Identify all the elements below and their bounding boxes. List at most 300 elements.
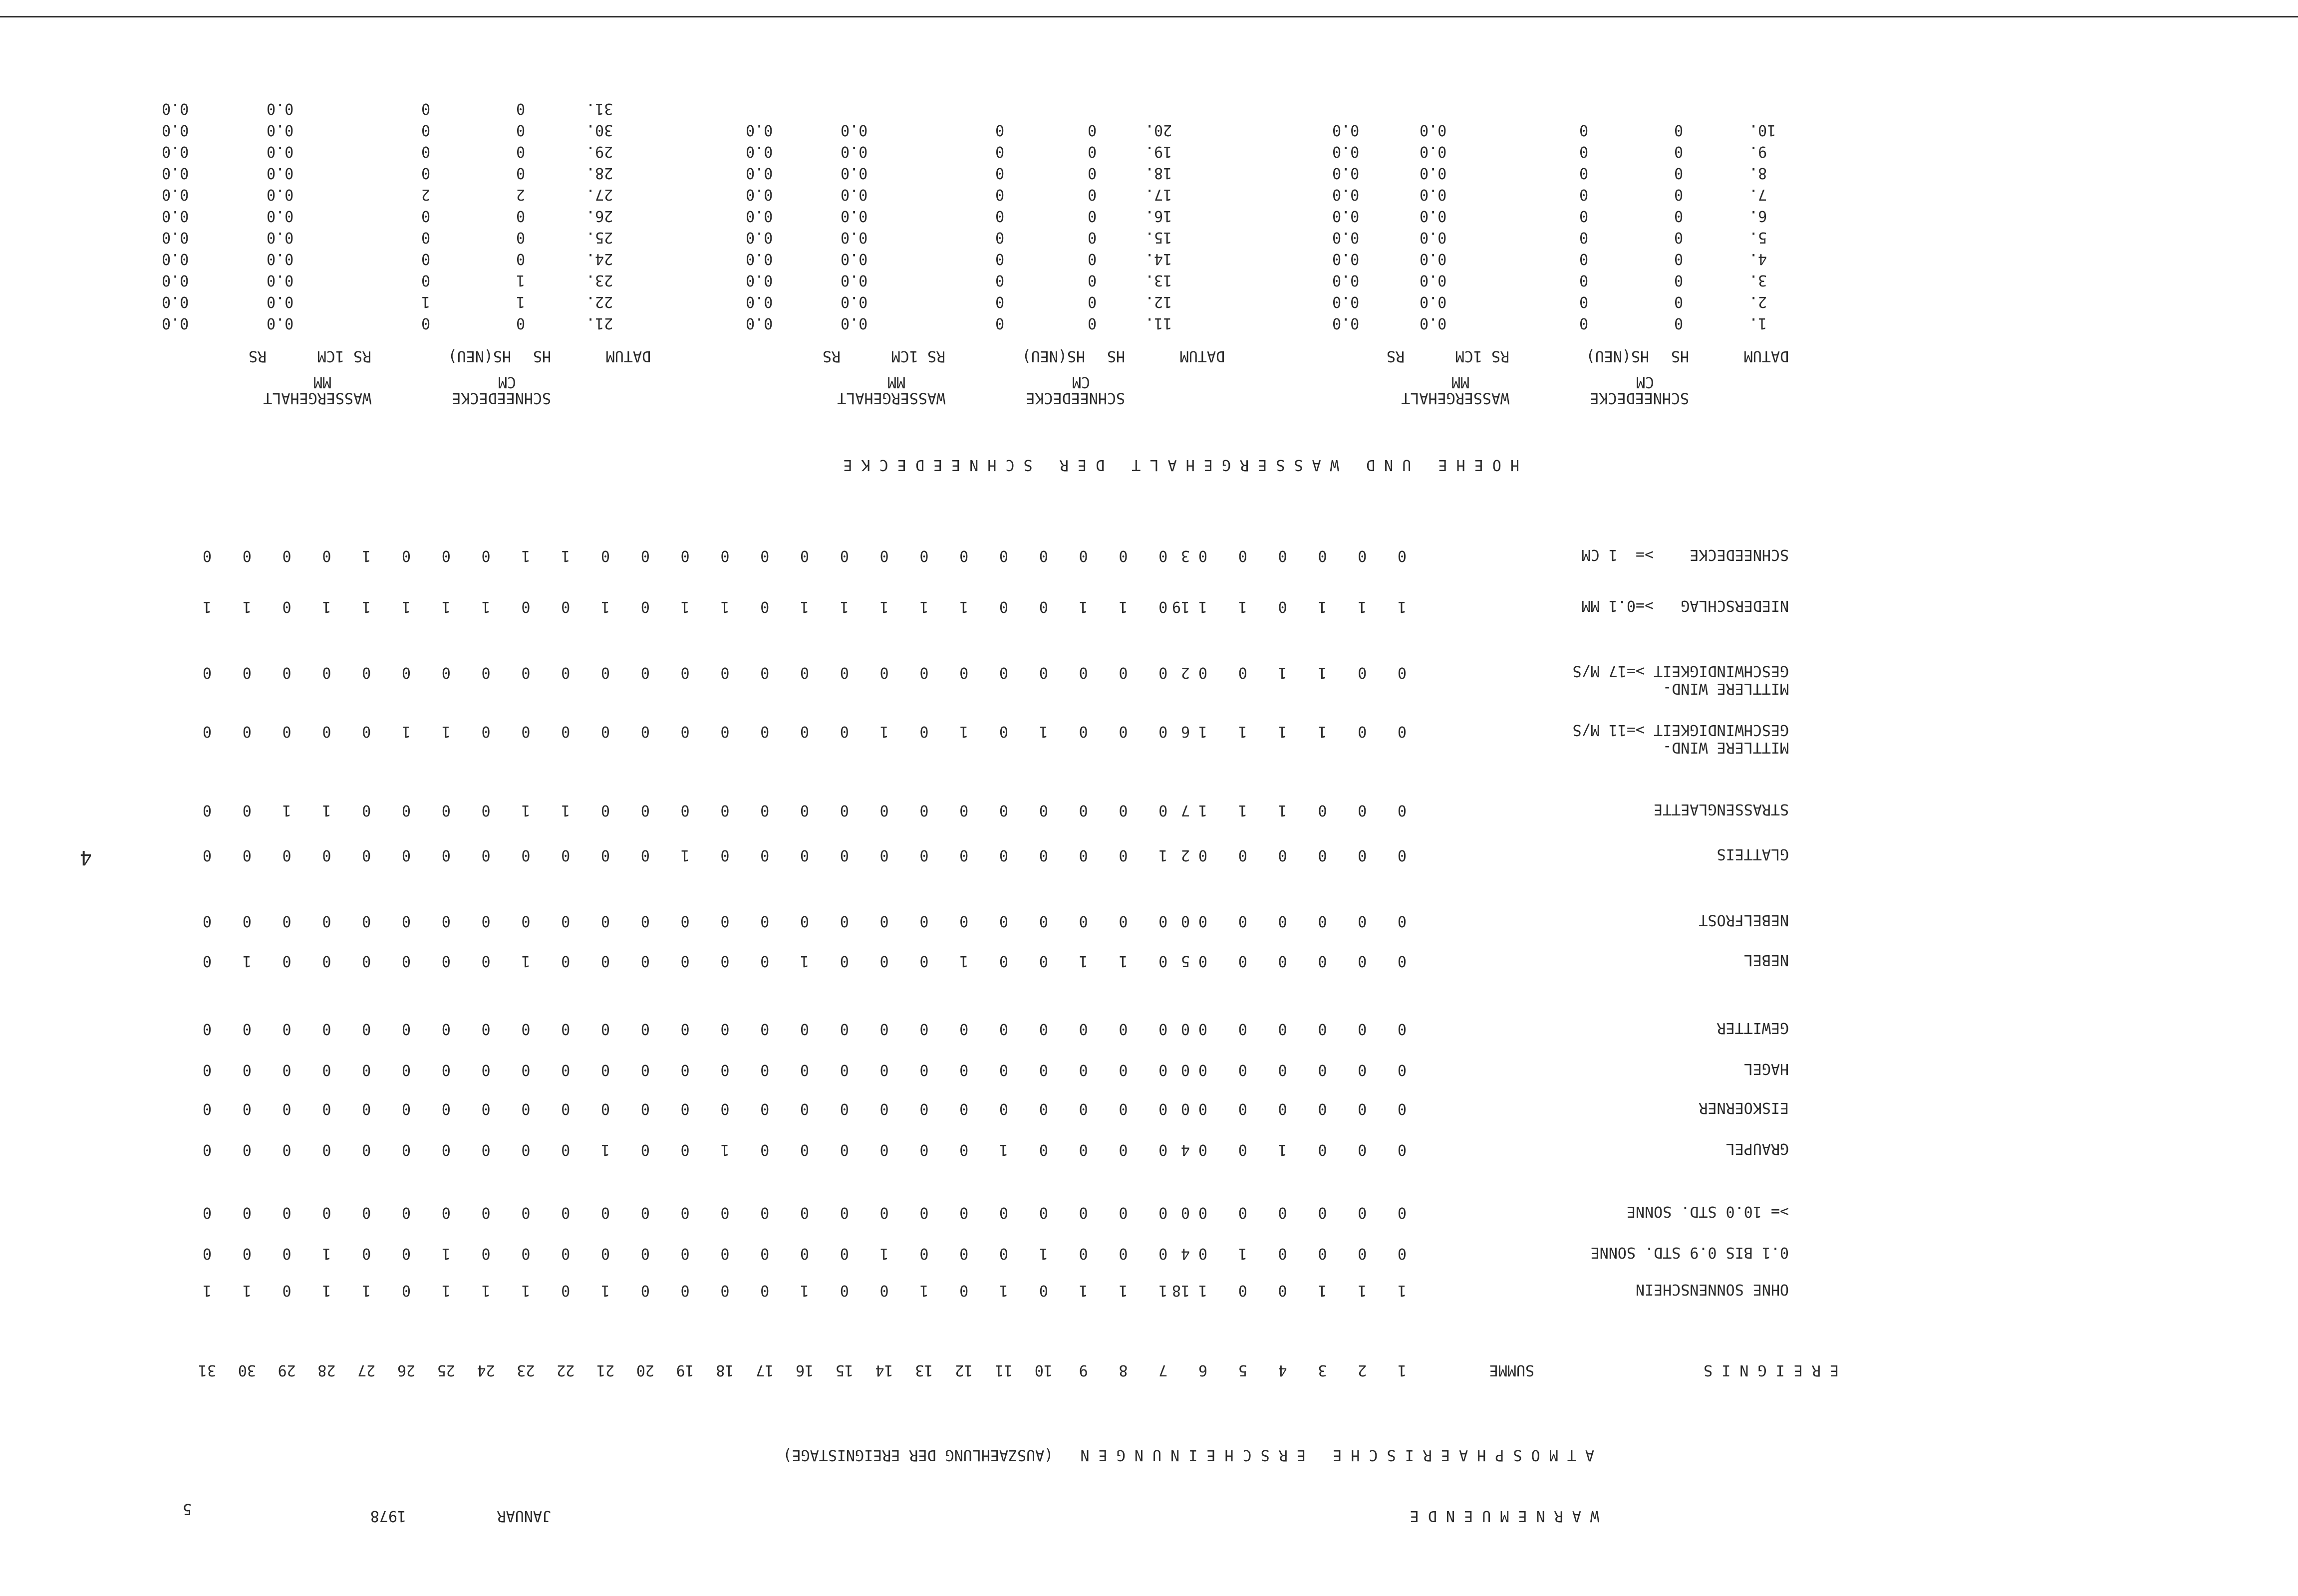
event-day-value: 0 <box>282 723 291 740</box>
event-day-value: 0 <box>640 1020 650 1038</box>
snow-table-cell: 0 <box>516 100 526 117</box>
event-day-value: 1 <box>481 598 491 615</box>
event-day-value: 0 <box>401 1204 411 1221</box>
snow-table-cell: 0.0 <box>267 314 294 332</box>
snow-table-cell: 0.0 <box>267 293 294 310</box>
snow-table-cell: 22. <box>586 293 613 310</box>
event-day-value: 0 <box>521 1245 531 1262</box>
event-day-value: 1 <box>879 598 889 615</box>
event-day-value: 1 <box>401 723 411 740</box>
event-day-value: 0 <box>680 1061 690 1078</box>
event-day-value: 0 <box>919 1204 929 1221</box>
snow-table-cell: 0 <box>1579 314 1589 332</box>
event-day-value: 1 <box>959 598 969 615</box>
event-day-value: 0 <box>481 664 491 681</box>
event-day-value: 0 <box>640 1100 650 1117</box>
day-number: 3 <box>1318 1361 1327 1379</box>
event-day-value: 0 <box>1318 846 1327 864</box>
event-day-value: 1 <box>1119 952 1128 970</box>
event-day-value: 0 <box>401 1100 411 1117</box>
snow-table-cell: 0.0 <box>841 271 868 289</box>
event-day-value: 0 <box>441 1141 451 1158</box>
day-number: 23 <box>517 1361 535 1379</box>
event-day-value: 0 <box>1158 912 1168 930</box>
event-day-value: 1 <box>1198 598 1208 615</box>
water-content-header: WASSERGEHALT <box>263 389 371 407</box>
event-day-value: 0 <box>362 664 371 681</box>
event-day-value: 1 <box>1198 801 1208 819</box>
event-day-value: 0 <box>640 952 650 970</box>
event-day-value: 0 <box>760 723 770 740</box>
event-day-value: 0 <box>1318 1204 1327 1221</box>
event-day-value: 1 <box>1238 723 1247 740</box>
snow-table-cell: 0.0 <box>746 207 773 225</box>
event-day-value: 0 <box>919 801 929 819</box>
day-number: 8 <box>1119 1361 1128 1379</box>
day-number: 13 <box>915 1361 933 1379</box>
snow-table-cell: 0 <box>1579 121 1589 139</box>
snow-table-cell: 0 <box>995 229 1005 246</box>
event-day-value: 0 <box>760 912 770 930</box>
event-day-value: 0 <box>561 1245 571 1262</box>
event-day-value: 0 <box>680 912 690 930</box>
event-day-value: 0 <box>600 1245 610 1262</box>
hs-column-header: HS <box>533 347 551 365</box>
event-day-value: 1 <box>322 1282 331 1299</box>
event-row-label: STRASSENGLAETTE <box>1654 800 1789 818</box>
snow-table-cell: 0.0 <box>1420 271 1447 289</box>
snow-table-cell: 18. <box>1145 164 1172 182</box>
event-day-value: 0 <box>720 1100 730 1117</box>
snow-table-cell: 0 <box>1674 186 1684 203</box>
event-day-value: 0 <box>1198 1061 1208 1078</box>
event-day-value: 0 <box>1238 1282 1247 1299</box>
event-day-value: 1 <box>441 598 451 615</box>
event-day-value: 1 <box>1238 801 1247 819</box>
event-row-total: 0 <box>1180 1020 1190 1038</box>
event-day-value: 0 <box>840 664 849 681</box>
day-number: 30 <box>238 1361 256 1379</box>
events-header-label: E R E I G N I S <box>1704 1361 1839 1379</box>
snow-table-cell: 0 <box>1088 186 1097 203</box>
snow-table-cell: 0 <box>995 121 1005 139</box>
event-day-value: 0 <box>879 1020 889 1038</box>
snow-table-cell: 12. <box>1145 293 1172 310</box>
snow-table-cell: 0.0 <box>746 293 773 310</box>
event-day-value: 0 <box>760 664 770 681</box>
event-day-value: 0 <box>1358 1100 1367 1117</box>
event-day-value: 0 <box>800 912 810 930</box>
snow-table-cell: 0.0 <box>746 186 773 203</box>
event-day-value: 1 <box>1358 598 1367 615</box>
event-day-value: 0 <box>481 1141 491 1158</box>
day-number: 14 <box>875 1361 893 1379</box>
event-day-value: 0 <box>521 1061 531 1078</box>
snow-table-cell: 7. <box>1749 186 1767 203</box>
event-day-value: 0 <box>1278 1100 1287 1117</box>
event-day-value: 0 <box>1119 846 1128 864</box>
snow-table-cell: 0.0 <box>267 186 294 203</box>
event-day-value: 0 <box>840 723 849 740</box>
event-day-value: 0 <box>1198 1204 1208 1221</box>
event-day-value: 0 <box>242 1061 252 1078</box>
snow-table-cell: 0 <box>1674 164 1684 182</box>
event-day-value: 0 <box>1039 1282 1048 1299</box>
rs-column-header: RS <box>822 347 841 365</box>
event-day-value: 0 <box>1238 1204 1247 1221</box>
event-day-value: 0 <box>1318 1245 1327 1262</box>
event-day-value: 0 <box>1039 1204 1048 1221</box>
event-day-value: 0 <box>282 1061 291 1078</box>
event-day-value: 0 <box>1079 1141 1088 1158</box>
snow-table-cell: 9. <box>1749 143 1767 160</box>
event-day-value: 0 <box>1119 912 1128 930</box>
event-day-value: 0 <box>1039 1020 1048 1038</box>
event-day-value: 0 <box>362 723 371 740</box>
event-day-value: 0 <box>401 912 411 930</box>
snow-table-cell: 0.0 <box>267 121 294 139</box>
snow-table-cell: 0 <box>995 143 1005 160</box>
event-day-value: 0 <box>720 801 730 819</box>
snow-table-cell: 0.0 <box>267 164 294 182</box>
event-day-value: 0 <box>840 1204 849 1221</box>
event-day-value: 0 <box>561 1282 571 1299</box>
event-day-value: 0 <box>362 1245 371 1262</box>
event-day-value: 0 <box>1278 1282 1287 1299</box>
event-day-value: 0 <box>481 846 491 864</box>
event-day-value: 0 <box>1039 952 1048 970</box>
snow-table-cell: 0 <box>516 207 526 225</box>
event-day-value: 0 <box>1318 912 1327 930</box>
event-day-value: 1 <box>600 1141 610 1158</box>
snow-table-cell: 0 <box>1088 314 1097 332</box>
event-day-value: 0 <box>640 723 650 740</box>
event-day-value: 0 <box>760 1020 770 1038</box>
event-day-value: 0 <box>879 846 889 864</box>
event-day-value: 0 <box>999 1061 1009 1078</box>
event-day-value: 0 <box>640 598 650 615</box>
rs-column-header: RS <box>1386 347 1405 365</box>
snow-table-cell: 0.0 <box>267 229 294 246</box>
event-day-value: 1 <box>1158 1282 1168 1299</box>
event-row-total: 0 <box>1180 1100 1190 1117</box>
event-day-value: 0 <box>401 1020 411 1038</box>
event-day-value: 1 <box>242 952 252 970</box>
event-row-total: 0 <box>1180 1204 1190 1221</box>
event-day-value: 0 <box>879 1100 889 1117</box>
event-day-value: 0 <box>1198 1020 1208 1038</box>
event-day-value: 0 <box>1198 1100 1208 1117</box>
event-day-value: 0 <box>1358 664 1367 681</box>
event-day-value: 0 <box>919 912 929 930</box>
snow-table-cell: 0.0 <box>1332 250 1360 267</box>
snow-table-cell: 0 <box>995 250 1005 267</box>
snow-table-cell: 0.0 <box>841 164 868 182</box>
event-day-value: 0 <box>1238 912 1247 930</box>
event-day-value: 0 <box>561 846 571 864</box>
event-day-value: 0 <box>919 1245 929 1262</box>
snow-table-cell: 0 <box>421 121 431 139</box>
event-day-value: 0 <box>521 846 531 864</box>
event-day-value: 1 <box>362 547 371 564</box>
snow-table-cell: 0.0 <box>162 271 189 289</box>
snow-table-cell: 0 <box>1088 207 1097 225</box>
event-day-value: 0 <box>1397 547 1407 564</box>
event-day-value: 0 <box>760 1100 770 1117</box>
event-row-label: NEBEL <box>1743 951 1789 969</box>
day-number: 21 <box>596 1361 615 1379</box>
event-day-value: 0 <box>999 1204 1009 1221</box>
event-day-value: 1 <box>1119 598 1128 615</box>
snow-table-cell: 0 <box>995 207 1005 225</box>
event-day-value: 0 <box>919 1100 929 1117</box>
snow-table-cell: 0.0 <box>162 314 189 332</box>
event-day-value: 0 <box>322 1020 331 1038</box>
snow-table-cell: 0.0 <box>746 250 773 267</box>
mm-unit-header: MM <box>887 373 905 391</box>
event-day-value: 0 <box>242 801 252 819</box>
snow-table-cell: 13. <box>1145 271 1172 289</box>
event-day-value: 0 <box>1079 912 1088 930</box>
event-day-value: 1 <box>720 598 730 615</box>
event-day-value: 0 <box>521 598 531 615</box>
event-day-value: 0 <box>800 1100 810 1117</box>
snow-table-cell: 0 <box>995 314 1005 332</box>
day-number: 10 <box>1034 1361 1053 1379</box>
year-label: 1978 <box>370 1507 406 1525</box>
event-day-value: 0 <box>879 1141 889 1158</box>
snow-table-cell: 0.0 <box>746 229 773 246</box>
snow-table-cell: 0 <box>421 314 431 332</box>
event-day-value: 0 <box>1158 1245 1168 1262</box>
event-day-value: 0 <box>202 1100 212 1117</box>
datum-column-header: DATUM <box>605 347 651 365</box>
event-day-value: 0 <box>1079 846 1088 864</box>
snow-table-cell: 0.0 <box>1332 143 1360 160</box>
event-day-value: 1 <box>1278 723 1287 740</box>
section-title: A T M O S P H A E R I S C H E E R S C H E I N U N G E N (AUSZAEHLUNG DER EREIGNISTAGE) <box>783 1446 1594 1464</box>
snow-table-cell: 21. <box>586 314 613 332</box>
event-day-value: 0 <box>521 1204 531 1221</box>
event-day-value: 0 <box>1397 801 1407 819</box>
event-day-value: 0 <box>1318 801 1327 819</box>
event-row-total: 0 <box>1180 1061 1190 1078</box>
event-day-value: 0 <box>919 846 929 864</box>
event-day-value: 0 <box>362 1141 371 1158</box>
event-day-value: 0 <box>1397 1061 1407 1078</box>
event-day-value: 0 <box>1238 547 1247 564</box>
event-day-value: 0 <box>1318 547 1327 564</box>
day-number: 11 <box>994 1361 1013 1379</box>
event-day-value: 1 <box>561 547 571 564</box>
event-day-value: 1 <box>1397 598 1407 615</box>
day-number: 5 <box>1238 1361 1247 1379</box>
day-number: 9 <box>1079 1361 1088 1379</box>
event-day-value: 0 <box>1158 952 1168 970</box>
event-day-value: 0 <box>600 801 610 819</box>
event-day-value: 0 <box>959 547 969 564</box>
event-day-value: 0 <box>401 801 411 819</box>
event-day-value: 0 <box>600 664 610 681</box>
snow-table-cell: 0.0 <box>1420 121 1447 139</box>
event-day-value: 1 <box>561 801 571 819</box>
event-row-label: HAGEL <box>1743 1060 1789 1077</box>
event-day-value: 0 <box>362 846 371 864</box>
rs-1cm-column-header: RS 1CM <box>1455 347 1509 365</box>
day-number: 31 <box>198 1361 217 1379</box>
snow-table-cell: 0 <box>421 164 431 182</box>
event-day-value: 1 <box>1318 1282 1327 1299</box>
day-number: 15 <box>835 1361 854 1379</box>
event-day-value: 0 <box>521 664 531 681</box>
event-day-value: 0 <box>840 1061 849 1078</box>
event-day-value: 0 <box>640 801 650 819</box>
event-day-value: 0 <box>401 846 411 864</box>
event-day-value: 0 <box>561 598 571 615</box>
event-day-value: 1 <box>999 1141 1009 1158</box>
event-day-value: 0 <box>800 723 810 740</box>
snow-section-title: H O E H E U N D W A S S E R G E H A L T D E R S C H N E E D E C K E <box>843 456 1519 474</box>
event-day-value: 0 <box>1158 723 1168 740</box>
snow-table-cell: 0 <box>1579 229 1589 246</box>
event-day-value: 0 <box>840 547 849 564</box>
snow-table-cell: 16. <box>1145 207 1172 225</box>
event-day-value: 0 <box>1198 547 1208 564</box>
snow-table-cell: 15. <box>1145 229 1172 246</box>
event-day-value: 0 <box>202 1141 212 1158</box>
event-day-value: 0 <box>680 1282 690 1299</box>
snow-table-cell: 0 <box>421 250 431 267</box>
event-day-value: 0 <box>600 846 610 864</box>
snow-table-cell: 0.0 <box>841 143 868 160</box>
event-day-value: 0 <box>760 1245 770 1262</box>
event-day-value: 0 <box>1358 801 1367 819</box>
event-day-value: 0 <box>919 547 929 564</box>
event-day-value: 0 <box>1358 1020 1367 1038</box>
event-day-value: 0 <box>879 664 889 681</box>
event-day-value: 0 <box>1119 1245 1128 1262</box>
event-day-value: 0 <box>1198 1141 1208 1158</box>
snow-table-cell: 4. <box>1749 250 1767 267</box>
event-day-value: 0 <box>760 598 770 615</box>
event-day-value: 0 <box>760 547 770 564</box>
event-day-value: 0 <box>1358 1204 1367 1221</box>
snow-table-cell: 0 <box>421 229 431 246</box>
event-row-label: MITTLERE WIND- GESCHWINDIGKEIT >=17 M/S <box>1572 662 1789 697</box>
snow-table-cell: 31. <box>586 100 613 117</box>
event-day-value: 1 <box>1278 801 1287 819</box>
month-label: JANUAR <box>497 1507 551 1525</box>
event-day-value: 0 <box>1119 1100 1128 1117</box>
event-day-value: 0 <box>401 1282 411 1299</box>
water-content-header: WASSERGEHALT <box>1401 389 1509 407</box>
snow-table-cell: 0.0 <box>746 143 773 160</box>
event-day-value: 0 <box>282 1020 291 1038</box>
event-day-value: 0 <box>282 1204 291 1221</box>
datum-column-header: DATUM <box>1179 347 1225 365</box>
event-day-value: 0 <box>1358 1061 1367 1078</box>
event-day-value: 0 <box>481 912 491 930</box>
event-row-label: NEBELFROST <box>1699 911 1789 929</box>
event-day-value: 0 <box>1358 912 1367 930</box>
event-day-value: 0 <box>561 952 571 970</box>
event-day-value: 0 <box>720 952 730 970</box>
snow-table-cell: 0 <box>421 207 431 225</box>
event-day-value: 0 <box>401 547 411 564</box>
event-day-value: 1 <box>800 952 810 970</box>
snow-table-cell: 0 <box>1674 293 1684 310</box>
event-day-value: 0 <box>720 912 730 930</box>
event-day-value: 0 <box>800 846 810 864</box>
event-day-value: 0 <box>680 1141 690 1158</box>
event-day-value: 1 <box>600 598 610 615</box>
event-day-value: 0 <box>1358 846 1367 864</box>
event-day-value: 0 <box>561 1141 571 1158</box>
event-day-value: 0 <box>680 547 690 564</box>
snow-table-cell: 0.0 <box>267 250 294 267</box>
event-day-value: 0 <box>1358 547 1367 564</box>
event-day-value: 0 <box>1198 846 1208 864</box>
snow-depth-header: SCHNEEDECKE <box>452 389 551 407</box>
event-day-value: 1 <box>202 598 212 615</box>
event-row-total: 4 <box>1180 1141 1190 1158</box>
event-row-total: 7 <box>1180 801 1190 819</box>
event-day-value: 0 <box>521 723 531 740</box>
event-day-value: 0 <box>1397 723 1407 740</box>
snow-table-cell: 0.0 <box>1420 164 1447 182</box>
event-day-value: 0 <box>401 664 411 681</box>
event-day-value: 0 <box>1079 1100 1088 1117</box>
snow-table-cell: 0 <box>1579 143 1589 160</box>
snow-table-cell: 0 <box>995 293 1005 310</box>
event-day-value: 0 <box>1039 1141 1048 1158</box>
snow-table-cell: 2 <box>421 186 431 203</box>
event-day-value: 1 <box>600 1282 610 1299</box>
page-number: 5 <box>182 1500 192 1518</box>
event-day-value: 0 <box>441 1100 451 1117</box>
snow-table-cell: 25. <box>586 229 613 246</box>
event-day-value: 0 <box>1079 664 1088 681</box>
event-day-value: 0 <box>322 1100 331 1117</box>
snow-table-cell: 1 <box>421 293 431 310</box>
snow-table-cell: 0 <box>516 143 526 160</box>
event-day-value: 0 <box>362 1061 371 1078</box>
event-day-value: 0 <box>600 1204 610 1221</box>
event-day-value: 0 <box>1397 846 1407 864</box>
snow-table-cell: 0.0 <box>162 186 189 203</box>
snow-table-cell: 0.0 <box>1420 143 1447 160</box>
event-day-value: 0 <box>600 723 610 740</box>
event-day-value: 0 <box>1238 1141 1247 1158</box>
event-day-value: 0 <box>999 952 1009 970</box>
event-day-value: 0 <box>760 1141 770 1158</box>
event-day-value: 0 <box>322 723 331 740</box>
event-day-value: 0 <box>1358 952 1367 970</box>
snow-table-cell: 17. <box>1145 186 1172 203</box>
snow-table-cell: 0.0 <box>1332 293 1360 310</box>
event-day-value: 0 <box>800 1061 810 1078</box>
event-day-value: 0 <box>1079 547 1088 564</box>
paper-edge-line <box>0 16 2298 17</box>
day-number: 28 <box>317 1361 336 1379</box>
event-row-label: MITTLERE WIND- GESCHWINDIGKEIT >=11 M/S <box>1572 721 1789 756</box>
snow-table-cell: 0 <box>421 271 431 289</box>
event-day-value: 0 <box>481 1204 491 1221</box>
event-day-value: 0 <box>919 1061 929 1078</box>
snow-table-cell: 1 <box>516 271 526 289</box>
event-day-value: 0 <box>999 1020 1009 1038</box>
event-day-value: 0 <box>1397 1020 1407 1038</box>
